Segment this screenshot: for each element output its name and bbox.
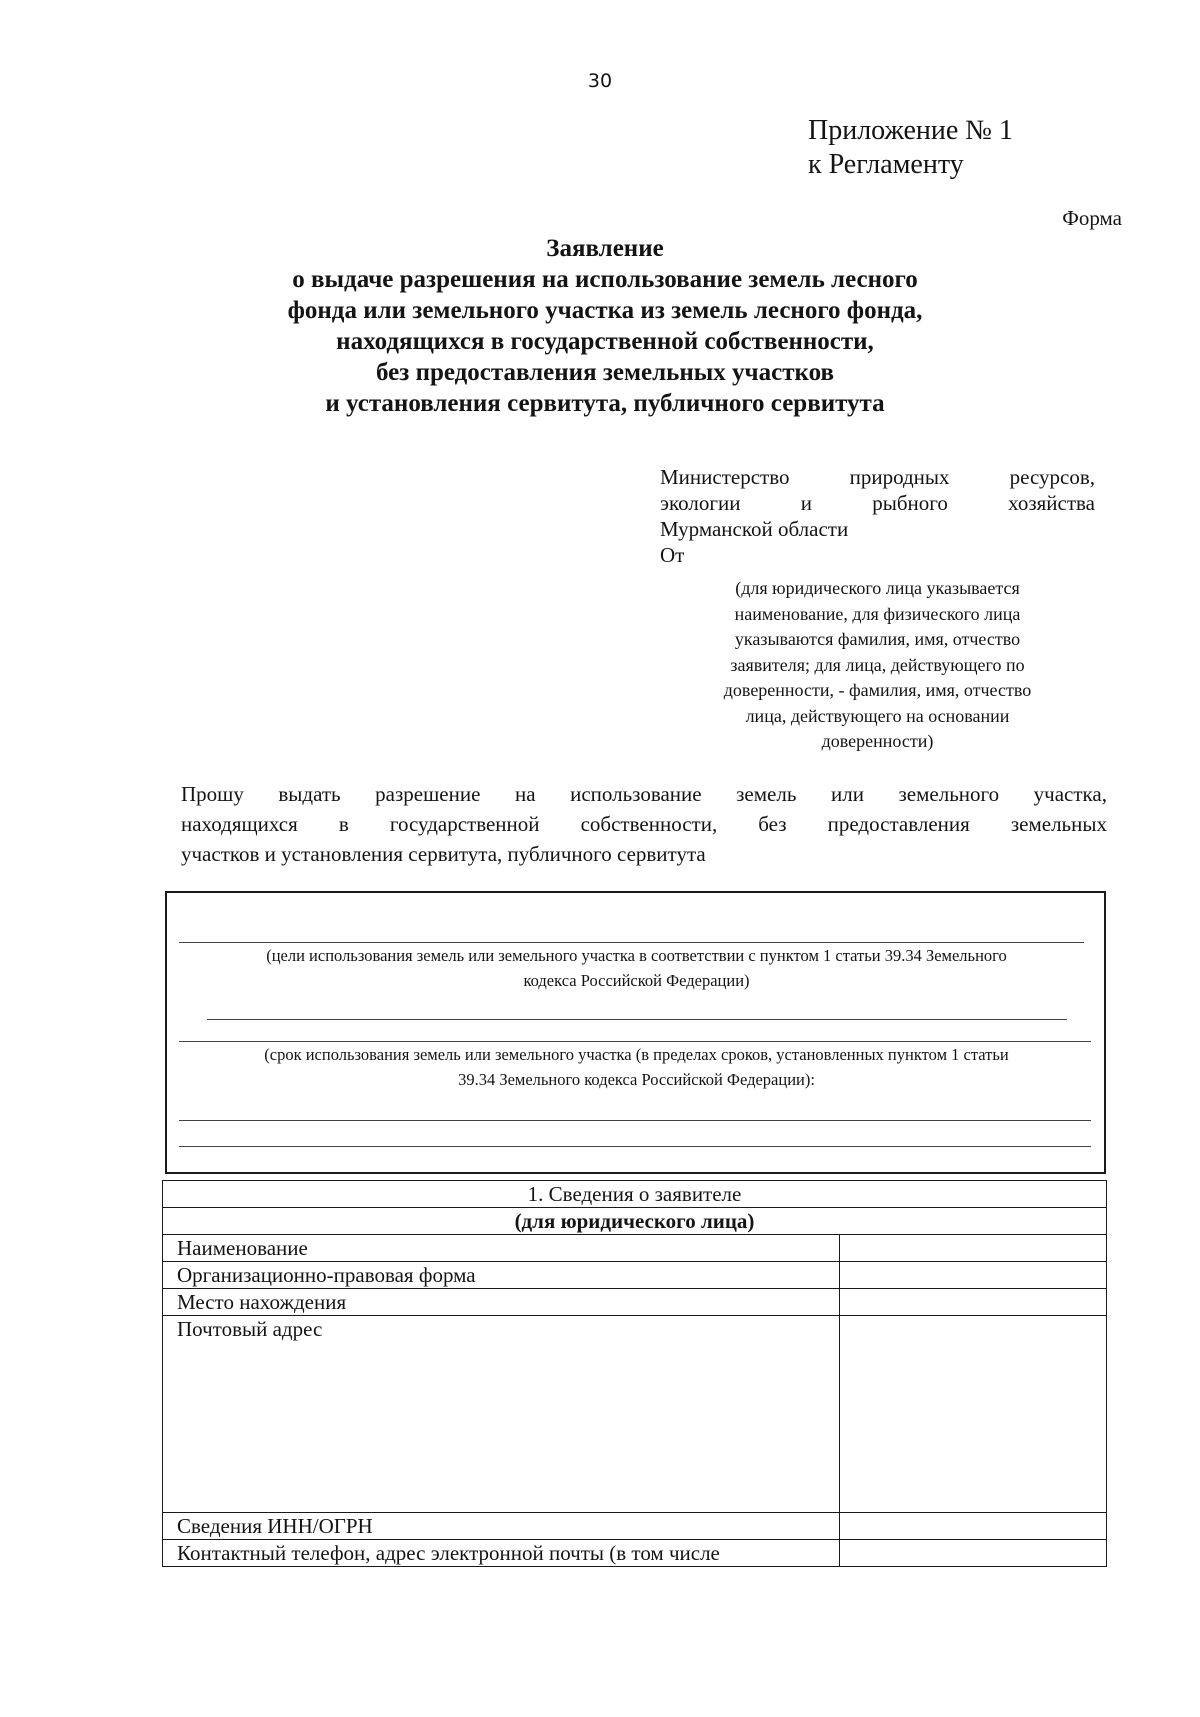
note-line: указываются фамилия, имя, отчество xyxy=(734,629,1021,649)
page-number: 30 xyxy=(587,70,613,92)
field-value[interactable] xyxy=(840,1513,1107,1540)
purpose-box xyxy=(165,891,1106,1174)
note-line: доверенности) xyxy=(821,731,934,751)
table-row xyxy=(163,1235,1107,1262)
table-subheader-row xyxy=(163,1208,1107,1235)
caption-line: (цели использования земель или земельного участка в соответствии с пунктом 1 статьи 39.34 Земельного xyxy=(266,946,1007,965)
addressee-line: экологии и рыбного хозяйства xyxy=(660,491,1095,515)
title-line: фонда или земельного участка из земель лесного фонда, xyxy=(287,297,923,324)
from-label: От xyxy=(660,543,685,567)
note-line: наименование, для физического лица xyxy=(734,603,1021,624)
field-value[interactable] xyxy=(840,1540,1107,1567)
note-line: заявителя; для лица, действующего по xyxy=(730,654,1025,675)
section-title: 1. Сведения о заявителе xyxy=(163,1181,1107,1208)
addressee-line: Мурманской области xyxy=(660,517,849,541)
field-label: Контактный телефон, адрес электронной почты (в том числе xyxy=(163,1540,840,1567)
table-row xyxy=(163,1513,1107,1540)
table-row xyxy=(163,1289,1107,1316)
appendix-line: к Регламенту xyxy=(808,149,964,180)
note-line: доверенности, - фамилия, имя, отчество xyxy=(723,680,1032,700)
field-label: Сведения ИНН/ОГРН xyxy=(163,1513,840,1540)
applicant-note xyxy=(685,576,1070,755)
appendix-reference xyxy=(808,114,1013,182)
term-caption xyxy=(173,1042,1100,1092)
purpose-caption xyxy=(173,943,1100,993)
table-header-row xyxy=(163,1181,1107,1208)
table-row xyxy=(163,1262,1107,1289)
field-label: Наименование xyxy=(163,1235,840,1262)
subsection-title: (для юридического лица) xyxy=(163,1208,1107,1235)
title-line: о выдаче разрешения на использование земель лесного xyxy=(292,266,918,293)
field-value[interactable] xyxy=(840,1262,1107,1289)
addressee-line: Министерство природных ресурсов, xyxy=(660,465,1095,489)
term-fill-line[interactable] xyxy=(179,1146,1091,1147)
form-label: Форма xyxy=(1062,206,1122,230)
request-line: находящихся в государственной собственности, без предоставления земельных xyxy=(181,812,1107,836)
field-label: Организационно-правовая форма xyxy=(163,1262,840,1289)
title-line: находящихся в государственной собственности, xyxy=(336,328,874,355)
applicant-table xyxy=(162,1180,1107,1567)
title-line: без предоставления земельных участков xyxy=(376,359,834,386)
caption-line: 39.34 Земельного кодекса Российской Федерации): xyxy=(458,1070,815,1089)
table-row xyxy=(163,1540,1107,1567)
table-row xyxy=(163,1316,1107,1513)
field-label: Почтовый адрес xyxy=(163,1316,840,1513)
request-line: участков и установления сервитута, публичного сервитута xyxy=(181,842,706,866)
field-value[interactable] xyxy=(840,1235,1107,1262)
appendix-line: Приложение № 1 xyxy=(808,115,1013,146)
caption-line: (срок использования земель или земельного участка (в пределах сроков, установленных пунктом 1 статьи xyxy=(264,1045,1009,1064)
purpose-fill-line[interactable] xyxy=(207,1019,1067,1020)
field-value[interactable] xyxy=(840,1289,1107,1316)
field-label: Место нахождения xyxy=(163,1289,840,1316)
addressee-block xyxy=(660,464,1095,568)
term-fill-line[interactable] xyxy=(179,1120,1091,1121)
title-line: Заявление xyxy=(546,235,664,262)
request-paragraph xyxy=(181,779,1107,869)
field-value[interactable] xyxy=(840,1316,1107,1513)
request-line: Прошу выдать разрешение на использование земель или земельного участка, xyxy=(181,782,1107,806)
title-line: и установления сервитута, публичного сервитута xyxy=(325,390,885,417)
note-line: лица, действующего на основании xyxy=(745,705,1010,726)
note-line: (для юридического лица указывается xyxy=(735,578,1020,598)
caption-line: кодекса Российской Федерации) xyxy=(523,971,750,990)
document-title xyxy=(200,233,1010,419)
